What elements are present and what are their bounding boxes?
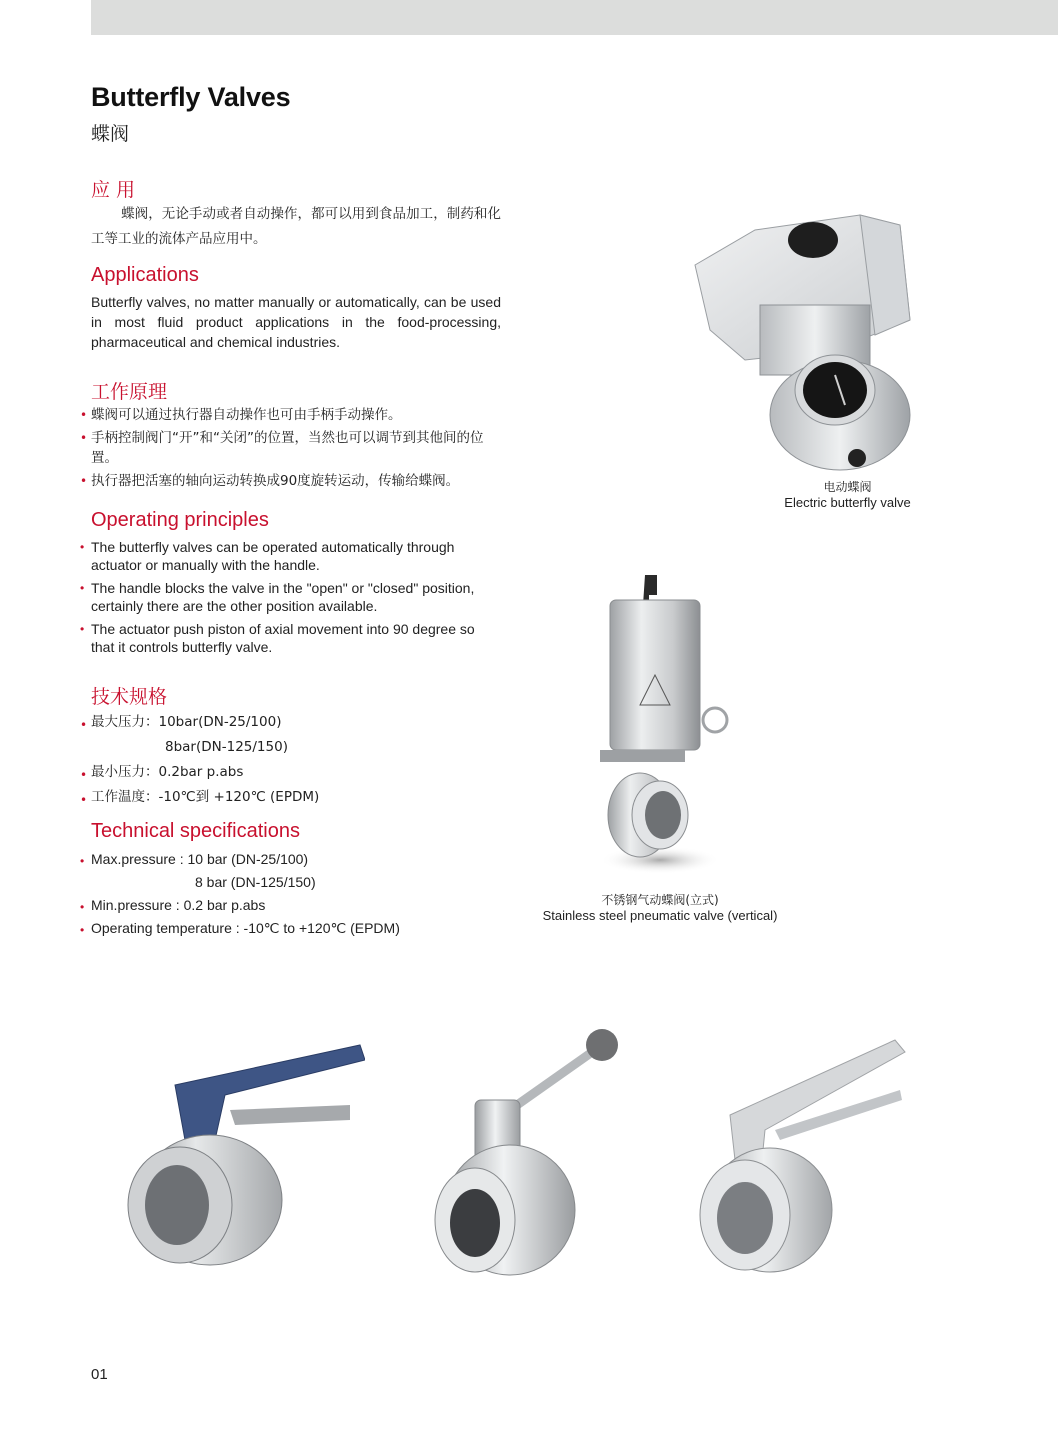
list-item: • 蝶阀可以通过执行器自动操作也可由手柄手动操作。 (80, 407, 402, 423)
bullet-icon: • (80, 540, 85, 554)
bullet-icon: • (80, 768, 88, 782)
list-item: • 执行器把活塞的轴向运动转换成90度旋转运动，传输给蝶阀。 (80, 473, 460, 489)
list-item: • Min.pressure : 0.2 bar p.abs (80, 894, 500, 917)
bullet-icon: • (80, 408, 88, 422)
heading-technical-specifications: Technical specifications (91, 820, 300, 842)
manual-valve-steel-handle-image (690, 1030, 915, 1285)
page-title: Butterfly Valves (91, 82, 291, 112)
principles-cn-list (80, 405, 500, 494)
bullet-icon: • (80, 431, 88, 445)
list-item: • The handle blocks the valve in the "open" or "closed" position, certainly there are the other position available. (80, 580, 475, 614)
bullet-icon: • (80, 718, 88, 732)
application-cn-text: 蝶阀，无论手动或者自动操作，都可以用到食品加工，制药和化工等工业的流体产品应用中。 (91, 206, 501, 247)
specs-cn-list (80, 710, 500, 810)
heading-principles-cn: 工作原理 (91, 381, 168, 403)
manual-valve-ball-handle-image (420, 1025, 650, 1285)
heading-application-cn: 应 用 (91, 179, 136, 201)
manual-valve-blue-handle-image (115, 1040, 365, 1280)
page-number: 01 (91, 1366, 108, 1383)
list-item: • 最大压力：10bar(DN-25/100) 8bar(DN-125/150) (80, 714, 288, 755)
electric-valve-image (685, 210, 940, 475)
heading-specs-cn: 技术规格 (91, 686, 168, 708)
page-subtitle-cn: 蝶阀 (91, 123, 130, 145)
list-item: • The actuator push piston of axial movement into 90 degree so that it controls butterfly valve. (80, 621, 475, 655)
bullet-icon: • (80, 900, 85, 914)
list-item: • 手柄控制阀门“开”和“关闭”的位置，当然也可以调节到其他间的位置。 (80, 430, 484, 466)
heading-applications: Applications (91, 264, 199, 286)
list-item: • Max.pressure : 10 bar (DN-25/100) 8 bar (DN-125/150) (80, 851, 316, 890)
list-item: • The butterfly valves can be operated automatically through actuator or manually with the handle. (80, 539, 455, 573)
specs-en-list (80, 848, 500, 940)
header-bar (91, 0, 1058, 35)
pneumatic-valve-caption: 不锈钢气动蝶阀(立式) Stainless steel pneumatic valve (vertical) (542, 893, 778, 923)
pneumatic-valve-image (585, 570, 735, 885)
bullet-icon: • (80, 923, 85, 937)
applications-text: Butterfly valves, no matter manually or automatically, can be used in most fluid product applications in the food-processing, pharmaceutical and chemical industries. (91, 294, 501, 350)
heading-operating-principles: Operating principles (91, 509, 269, 531)
bullet-icon: • (80, 622, 85, 636)
bullet-icon: • (80, 793, 88, 807)
bullet-icon: • (80, 854, 85, 868)
list-item: • 工作温度：-10℃到 +120℃ (EPDM) (80, 785, 500, 810)
bullet-icon: • (80, 581, 85, 595)
list-item: • 最小压力：0.2bar p.abs (80, 760, 500, 785)
electric-valve-caption: 电动蝶阀 Electric butterfly valve (784, 480, 911, 510)
bullet-icon: • (80, 474, 88, 488)
list-item: • Operating temperature : -10℃ to +120℃ (EPDM) (80, 917, 500, 940)
principles-en-list (80, 538, 500, 661)
